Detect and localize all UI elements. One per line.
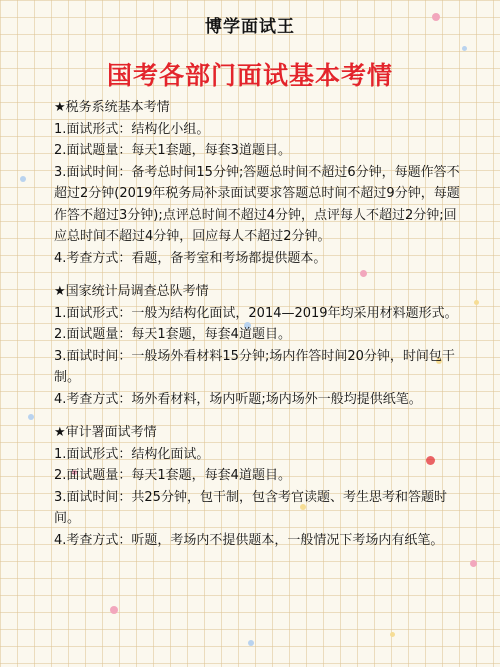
section-item: 3.面试时间：共25分钟，包干制，包含考官读题、考生思考和答题时间。 — [54, 489, 447, 526]
decor-dot — [28, 414, 34, 420]
section-item: 3.面试时间：备考总时间15分钟;答题总时间不超过6分钟，每题作答不超过2分钟(2019年税务局补录面试要求答题总时间不超过9分钟，每题作答不超过3分钟);点评总时间不超过4分钟，点评每人不超过2分钟;回应总时间不超过4分钟，回应每人不超过2分钟。 — [54, 164, 460, 244]
section-audit — [54, 422, 468, 551]
brand-label: 博学面试王 — [205, 17, 295, 37]
section-item: 2.面试题量：每天1套题，每套4道题目。 — [54, 327, 291, 342]
section-item: 1.面试形式：一般为结构化面试，2014—2019年均采用材料题形式。 — [54, 305, 458, 321]
section-item: 4.考查方式：场外看材料，场内听题;场内场外一般均提供纸笔。 — [54, 391, 422, 407]
section-item: 2.面试题量：每天1套题，每套4道题目。 — [54, 468, 291, 483]
section-item: 1.面试形式：结构化面试。 — [54, 446, 210, 462]
decor-dot — [470, 560, 477, 567]
decor-dot — [462, 46, 467, 51]
section-heading: ★国家统计局调查总队考情 — [54, 284, 209, 299]
section-heading: ★审计署面试考情 — [54, 425, 157, 440]
section-heading: ★税务系统基本考情 — [54, 100, 170, 115]
section-item: 4.考查方式：看题，备考室和考场都提供题本。 — [54, 250, 327, 266]
section-item: 2.面试题量：每天1套题，每套3道题目。 — [54, 143, 291, 158]
content-body — [54, 97, 468, 563]
section-item: 1.面试形式：结构化小组。 — [54, 121, 210, 137]
section-statistics — [54, 281, 468, 410]
decor-dot — [390, 632, 395, 637]
decor-dot — [110, 606, 118, 614]
decor-dot — [20, 176, 26, 182]
section-item: 4.考查方式：听题，考场内不提供题本，一般情况下考场内有纸笔。 — [54, 532, 444, 548]
decor-dot — [474, 300, 479, 305]
decor-dot — [248, 640, 254, 646]
section-tax — [54, 97, 468, 269]
section-item: 3.面试时间：一般场外看材料15分钟;场内作答时间20分钟，时间包干制。 — [54, 348, 455, 385]
page-title: 国考各部门面试基本考情 — [106, 61, 393, 90]
